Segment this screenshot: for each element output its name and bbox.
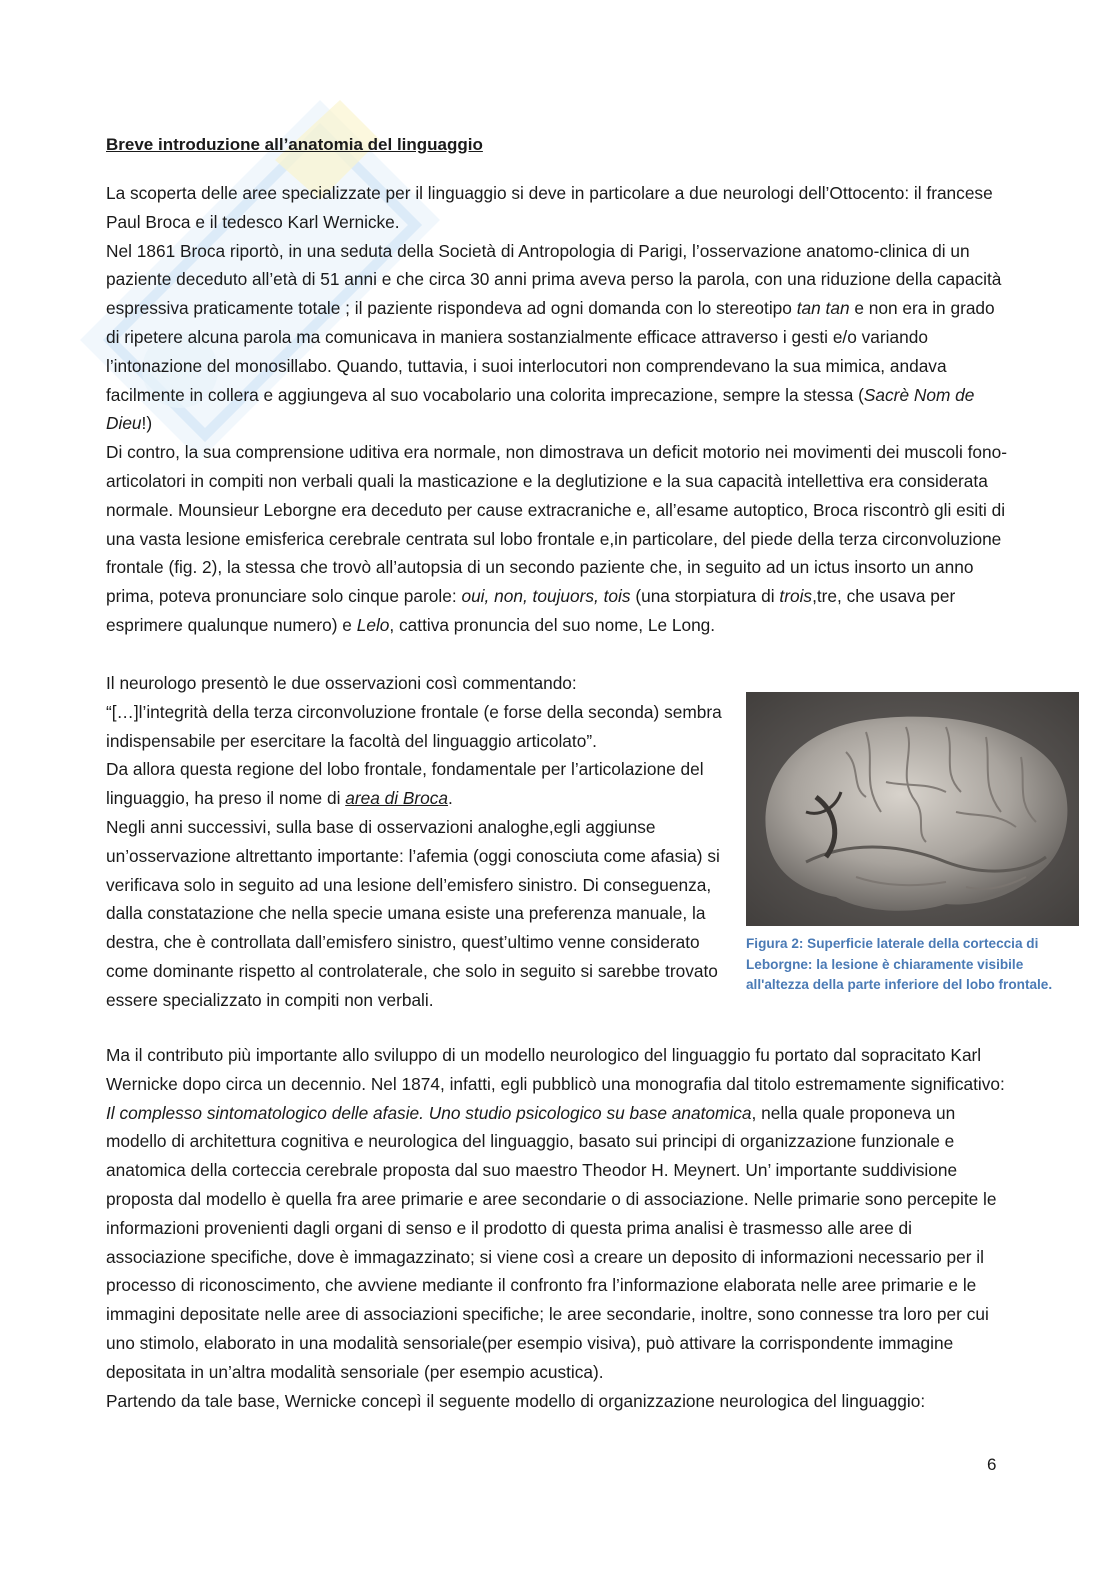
paragraph <box>106 813 728 1015</box>
paragraph <box>106 669 728 698</box>
italic-text: oui, non, toujuors, tois <box>461 586 631 607</box>
page-title: Breve introduzione all’anatomia del linguaggio <box>106 135 483 154</box>
italic-text: Il complesso sintomatologico delle afasie. Uno studio psicologico su base anatomica <box>106 1102 752 1123</box>
paragraph <box>106 1041 1011 1387</box>
brain-photo-icon <box>746 692 1079 926</box>
paragraph <box>106 698 728 756</box>
paragraph-text: (una storpiatura di <box>630 586 780 607</box>
paragraph <box>106 179 1011 237</box>
tail-text-block <box>106 1041 1011 1415</box>
narrow-text-block <box>106 669 728 1015</box>
paragraph-text: Di contro, la sua comprensione uditiva era normale, non dimostrava un deficit motorio nei movimenti dei muscoli fono-articolatori in compiti non verbali quali la masticazione e la deglutizione e la sua capacità intellettiva era considerata normale. Mounsieur Leborgne era deceduto per cause extracraniche e, all’esame autoptico, Broca riscontrò gli esiti di una vasta lesione emisferica cerebrale centrata sul lobo frontale e,in particolare, del piede della terza circonvoluzione frontale (fig. 2), la stessa che trovò all’autopsia di un secondo paziente che, in seguito ad un ictus insorto un anno prima, poteva pronunciare solo cinque parole: <box>106 442 1007 607</box>
paragraph-text: . <box>448 788 453 809</box>
paragraph-text: ,tre, che usava per esprimere qualunque numero) e <box>106 586 956 635</box>
italic-text: Lelo <box>356 614 390 635</box>
paragraph-text: Nel 1861 Broca riportò, in una seduta della Società di Antropologia di Parigi, l’osservazione anatomo-clinica di un paziente deceduto all’età di 51 anni e che circa 30 anni prima aveva perso la parola, con una riduzione della capacità espressiva praticamente totale ; il paziente rispondeva ad ogni domanda con lo stereotipo <box>106 240 1002 319</box>
paragraph-text: La scoperta delle aree specializzate per il linguaggio si deve in particolare a due neurologi dell’Ottocento: il francese Paul Broca e il tedesco Karl Wernicke. <box>106 183 993 232</box>
italic-text: trois <box>779 586 813 607</box>
page-number: 6 <box>987 1455 997 1474</box>
figure-caption: Figura 2: Superficie laterale della corteccia di Leborgne: la lesione è chiaramente visibile all'altezza della parte inferiore del lobo frontale. <box>746 936 1053 992</box>
paragraph-text: Il neurologo presentò le due osservazioni così commentando: <box>106 673 577 693</box>
paragraph <box>106 1387 1011 1416</box>
paragraph-text: Partendo da tale base, Wernicke concepì il seguente modello di organizzazione neurologica del linguaggio: <box>106 1390 926 1411</box>
paragraph-text: Da allora questa regione del lobo frontale, fondamentale per l’articolazione del linguaggio, ha preso il nome di <box>106 759 704 809</box>
italic-text: Sacrè Nom de Dieu <box>106 384 975 434</box>
paragraph-text: e non era in grado di ripetere alcuna parola ma comunicava in maniera sostanzialmente efficace attraverso i gesti e/o variando l’intonazione del monosillabo. Quando, tuttavia, i suoi interlocutori non comprendevano la sua mimica, andava facilmente in collera e aggiungeva al suo vocabolario una colorita imprecazione, sempre la stessa ( <box>106 298 995 405</box>
figure-2 <box>746 692 1079 996</box>
paragraph-text: , nella quale proponeva un modello di architettura cognitiva e neurologica del linguaggio, basato sui principi di organizzazione funzionale e anatomica della corteccia cerebrale proposta dal suo maestro Theodor H. Meynert. Un’ importante suddivisione proposta dal modello è quella fra aree primarie e aree secondarie o di associazione. Nelle primarie sono percepite le informazioni provenienti dagli organi di senso e il prodotto di questa prima analisi è trasmesso alle aree di associazione specifiche, dove è immagazzinato; si viene così a creare un deposito di informazioni necessario per il processo di riconoscimento, che avviene mediante il confronto fra l’informazione elaborata nelle aree primarie e le immagini depositate nelle aree di associazioni specifiche; le aree secondarie, inoltre, sono connesse tra loro per cui uno stimolo, elaborato in una modalità sensoriale(per esempio visiva), può attivare la corrispondente immagine depositata in un’altra modalità sensoriale (per esempio acustica). <box>106 1102 997 1382</box>
paragraph-text: !) <box>141 413 153 434</box>
paragraph <box>106 755 728 813</box>
italic-text: tan tan <box>796 298 850 319</box>
paragraph <box>106 237 1011 439</box>
paragraph <box>106 438 1011 640</box>
paragraph-text: , cattiva pronuncia del suo nome, Le Long. <box>389 614 716 635</box>
paragraph-text: “[…]l’integrità della terza circonvoluzione frontale (e forse della seconda) sembra indispensabile per esercitare la facoltà del linguaggio articolato”. <box>106 701 722 751</box>
paragraph-text: Negli anni successivi, sulla base di osservazioni analoghe,egli aggiunse un’osservazione altrettanto importante: l’afemia (oggi conosciuta come afasia) si verificava solo in seguito ad una lesione dell’emisfero sinistro. Di conseguenza, dalla constatazione che nella specie umana esiste una preferenza manuale, la destra, che è controllata dall’emisfero sinistro, quest’ultimo venne considerato come dominante rispetto al controlaterale, che solo in seguito si sarebbe trovato essere specializzato in compiti non verbali. <box>106 816 720 1010</box>
paragraph-text: Ma il contributo più importante allo sviluppo di un modello neurologico del linguaggio fu portato dal sopracitato Karl Wernicke dopo circa un decennio. Nel 1874, infatti, egli pubblicò una monografia dal titolo estremamente significativo: <box>106 1045 1005 1094</box>
italic-text: area di Broca <box>345 788 449 809</box>
intro-text-block <box>106 179 1011 640</box>
